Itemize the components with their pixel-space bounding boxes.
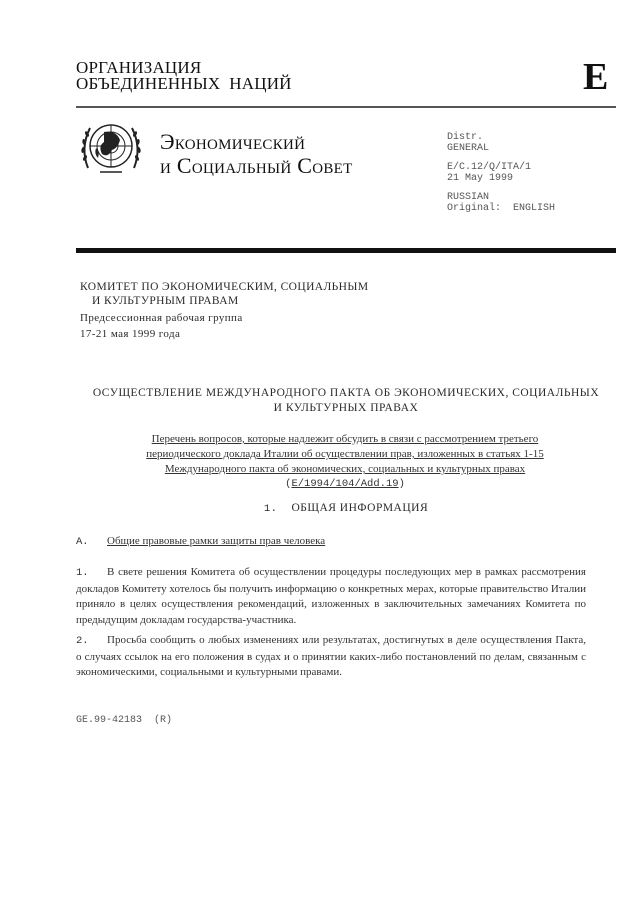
document-title xyxy=(76,386,616,416)
report-reference-link[interactable]: E/1994/104/Add.19 xyxy=(291,478,399,490)
section-a-letter: A. xyxy=(76,536,89,548)
section-1-title: ОБЩАЯ ИНФОРМАЦИЯ xyxy=(291,502,429,514)
title-line-1: ОСУЩЕСТВЛЕНИЕ МЕЖДУНАРОДНОГО ПАКТА ОБ ЭКОНОМИЧЕСКИХ, СОЦИАЛЬНЫХ xyxy=(92,387,600,399)
section-1-number: 1. xyxy=(263,503,278,515)
document-date: 21 May 1999 xyxy=(447,173,514,184)
job-number: GE.99-42183 (R) xyxy=(76,715,173,726)
organization-line-1: ОРГАНИЗАЦИЯ xyxy=(76,58,202,77)
section-1-heading xyxy=(76,502,616,515)
open-paren: ( xyxy=(285,478,292,490)
document-meta xyxy=(447,132,555,222)
section-a-title: Общие правовые рамки защиты прав человека xyxy=(107,535,326,547)
organization-name xyxy=(76,60,292,92)
header-divider xyxy=(76,106,616,108)
paragraph-2-number: 2. xyxy=(76,635,89,647)
paragraph-1-number: 1. xyxy=(76,567,89,579)
subtitle-line-2: периодического доклада Италии об осуществлении прав, изложенных в статьях 1-15 xyxy=(146,448,544,460)
header-thick-divider xyxy=(76,248,616,253)
un-emblem-icon xyxy=(78,118,144,180)
subtitle-line-3: Международного пакта об экономических, социальных и культурных правах xyxy=(164,463,526,475)
paragraph-1 xyxy=(76,565,586,628)
document-language: RUSSIAN xyxy=(447,192,490,203)
paragraph-1-text: В свете решения Комитета об осуществлении процедуры последующих мер в рамках рассмотрения докладов Комитету хотелось бы получить информацию о конкретных мерах, которые правительство Италии приняло в целях осуществления рекомендаций, изложенных в заключительных замечаниях Комитета по предыдущим докладам государства-участника. xyxy=(76,566,586,626)
committee-line-1: КОМИТЕТ ПО ЭКОНОМИЧЕСКИМ, СОЦИАЛЬНЫМ xyxy=(80,281,369,293)
organization-line-2: ОБЪЕДИНЕННЫХ НАЦИЙ xyxy=(76,74,292,93)
subtitle-line-1: Перечень вопросов, которые надлежит обсудить в связи с рассмотрением третьего xyxy=(151,433,539,445)
close-paren: ) xyxy=(398,478,405,490)
document-subtitle xyxy=(110,432,580,492)
distr-value: GENERAL xyxy=(447,143,490,154)
committee-block xyxy=(80,280,368,341)
distr-label: Distr. xyxy=(447,132,484,143)
section-a-heading xyxy=(76,535,325,548)
council-line-2: и Социальный Совет xyxy=(160,153,353,178)
working-group: Предсессионная рабочая группа xyxy=(80,312,243,324)
session-dates: 17-21 мая 1999 года xyxy=(80,328,181,340)
original-language: Original: ENGLISH xyxy=(447,203,556,214)
paragraph-2 xyxy=(76,633,586,681)
title-line-2: И КУЛЬТУРНЫХ ПРАВАХ xyxy=(273,402,419,414)
document-symbol: E/C.12/Q/ITA/1 xyxy=(447,162,532,173)
committee-line-2: И КУЛЬТУРНЫМ ПРАВАМ xyxy=(92,295,239,307)
paragraph-2-text: Просьба сообщить о любых изменениях или результатах, достигнутых в деле осуществления Пакта, о случаях ссылок на его положения в судах и о принятии каких-либо постановлений по делам, связанным с экономическими, социальными и культурными правами. xyxy=(76,634,586,678)
council-line-1: Экономический xyxy=(160,129,306,154)
council-name xyxy=(160,130,353,178)
language-letter: E xyxy=(583,56,609,98)
